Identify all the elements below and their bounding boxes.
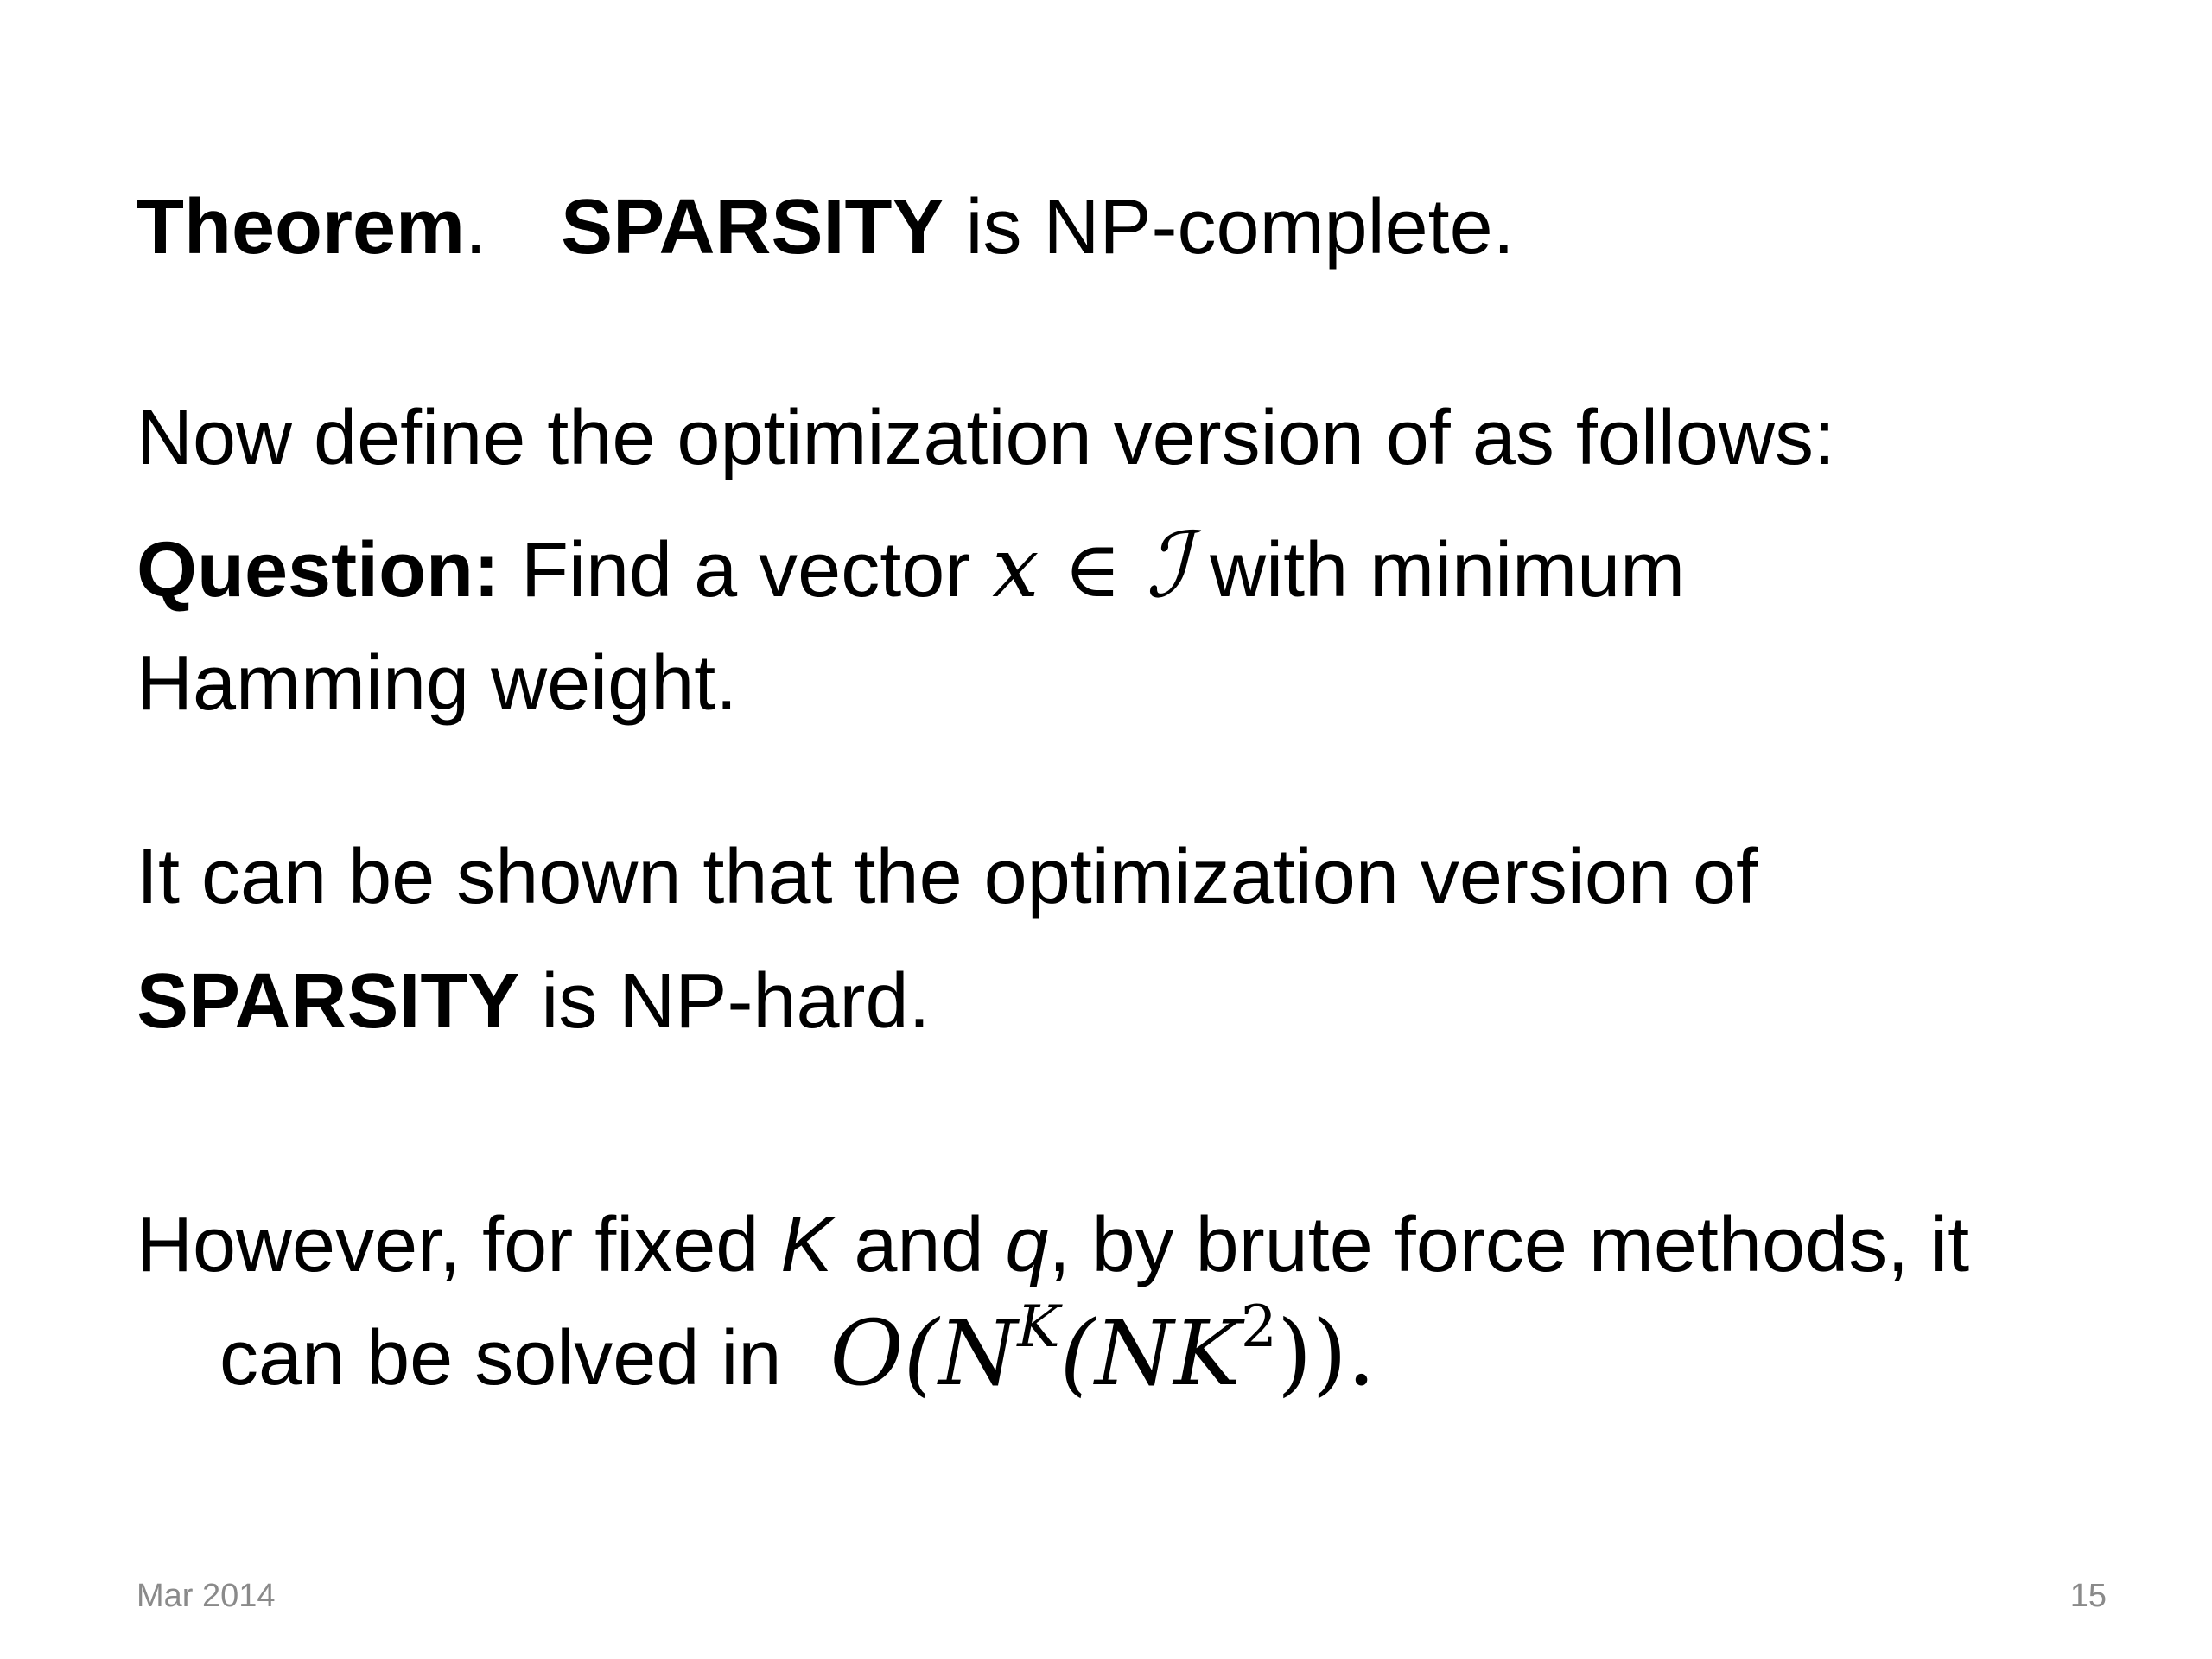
complexity-o: O(N — [830, 1300, 1018, 1406]
complexity-sup: K — [1017, 1294, 1060, 1360]
complexity-sup2: 2 — [1240, 1294, 1277, 1360]
question-text-b: with minimum — [1188, 527, 1686, 613]
brute-line2-text: can be solved in — [219, 1315, 782, 1402]
hardness-rest: is NP-hard. — [519, 958, 931, 1045]
complexity-expression — [830, 1294, 1376, 1406]
definition-line-3: Hamming weight. — [137, 640, 738, 727]
brute-part3: , by brute force methods, it — [1048, 1202, 1970, 1288]
brute-part1: However, for fixed — [137, 1202, 781, 1288]
brute-force-line-2 — [219, 1294, 1376, 1406]
math-in: ∈ — [1039, 524, 1147, 615]
theorem-line — [137, 184, 1515, 270]
footer-page-number: 15 — [2069, 1578, 2107, 1614]
question-label: Question: — [137, 527, 499, 613]
theorem-label: Theorem — [137, 184, 466, 270]
definition-line-1: Now define the optimization version of as follows: — [137, 395, 1835, 481]
complexity-end: )). — [1276, 1300, 1376, 1406]
question-line — [137, 512, 1686, 618]
theorem-rest: is NP-complete. — [944, 184, 1515, 270]
math-script-i: ℐ — [1146, 512, 1189, 618]
math-x: x — [992, 519, 1039, 616]
complexity-rest: (NK — [1059, 1300, 1241, 1406]
brute-force-line-1 — [137, 1202, 1970, 1288]
brute-part2: and — [832, 1202, 1006, 1288]
footer-date: Mar 2014 — [137, 1578, 276, 1614]
hardness-subject: SPARSITY — [137, 958, 520, 1045]
hardness-line-1: It can be shown that the optimization version of — [137, 834, 1758, 920]
hardness-line-2 — [137, 958, 931, 1045]
theorem-period: . — [465, 184, 487, 270]
var-q: q — [1005, 1202, 1049, 1288]
theorem-subject: SPARSITY — [561, 184, 944, 270]
question-text-a: Find a vector — [499, 527, 993, 613]
var-k: K — [780, 1202, 833, 1288]
